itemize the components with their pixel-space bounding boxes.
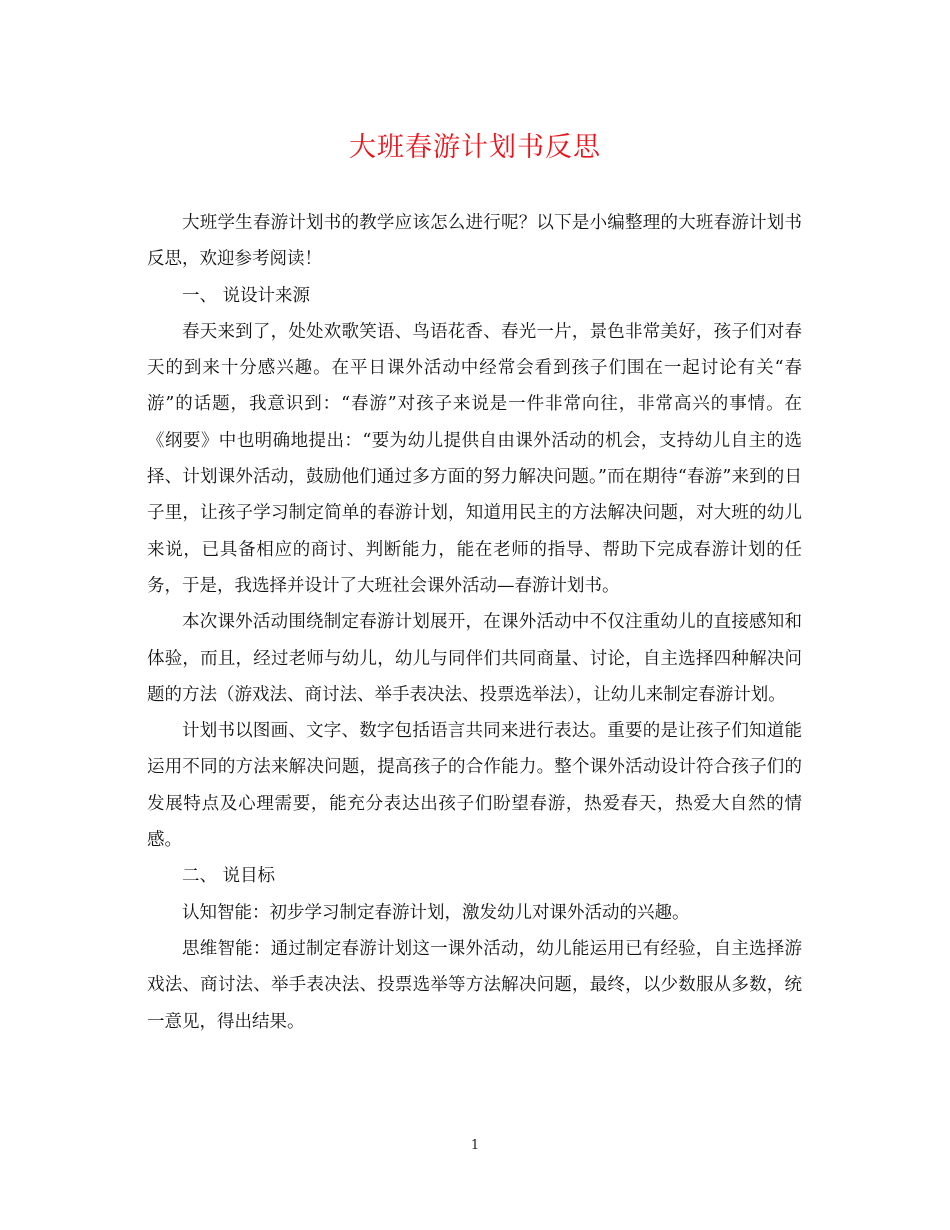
body-paragraph: 思维智能：通过制定春游计划这一课外活动，幼儿能运用已有经验，自主选择游戏法、商讨法、举手表决法、投票选举等方法解决问题，最终，以少数服从多数，统一意见，得出结果。: [147, 938, 802, 1032]
body-paragraph: 计划书以图画、文字、数字包括语言共同来进行表达。重要的是让孩子们知道能运用不同的方法来解决问题，提高孩子的合作能力。整个课外活动设计符合孩子们的发展特点及心理需要，能充分表达出孩子们盼望春游，热爱春天，热爱大自然的情感。: [147, 721, 802, 851]
intro-paragraph: 大班学生春游计划书的教学应该怎么进行呢？以下是小编整理的大班春游计划书反思，欢迎参考阅读！: [147, 213, 802, 270]
document-title: 大班春游计划书反思: [349, 132, 601, 163]
page-number: 1: [470, 1138, 480, 1153]
section-heading-design-source: 一、 说设计来源: [182, 285, 311, 306]
body-paragraph: 认知智能：初步学习制定春游计划，激发幼儿对课外活动的兴趣。: [182, 902, 690, 923]
document-body: [147, 205, 802, 1040]
body-paragraph: 春天来到了，处处欢歌笑语、鸟语花香、春光一片，景色非常美好，孩子们对春天的到来十分感兴趣。在平日课外活动中经常会看到孩子们围在一起讨论有关“春游”的话题，我意识到：“春游”对孩子来说是一件非常向往，非常高兴的事情。在《纲要》中也明确地提出：“要为幼儿提供自由课外活动的机会，支持幼儿自主的选择、计划课外活动，鼓励他们通过多方面的努力解决问题。”而在期待“春游”来到的日子里，让孩子学习制定简单的春游计划，知道用民主的方法解决问题，对大班的幼儿来说，已具备相应的商讨、判断能力，能在老师的指导、帮助下完成春游计划的任务，于是，我选择并设计了大班社会课外活动—春游计划书。: [147, 321, 802, 596]
section-heading-goals: 二、 说目标: [182, 866, 276, 887]
body-paragraph: 本次课外活动围绕制定春游计划展开，在课外活动中不仅注重幼儿的直接感知和体验，而且，经过老师与幼儿，幼儿与同伴们共同商量、讨论，自主选择四种解决问题的方法（游戏法、商讨法、举手表决法、投票选举法），让幼儿来制定春游计划。: [147, 612, 802, 705]
